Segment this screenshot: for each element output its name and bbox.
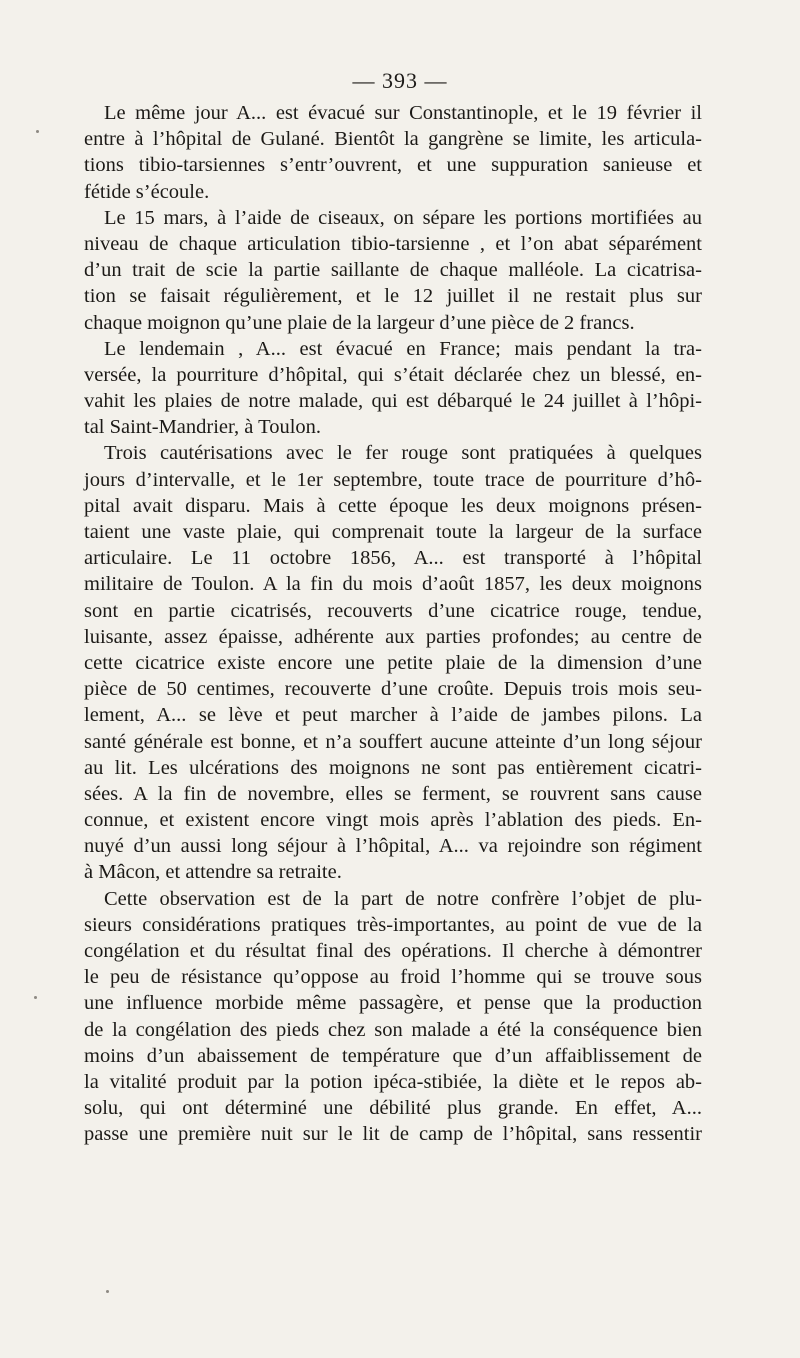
text-line: Cette observation est de la part de notre confrère l’objet de plu- <box>104 887 702 910</box>
paper-speck <box>36 130 39 133</box>
text-line: Le même jour A... est évacué sur Constantinople, et le 19 février il <box>104 102 702 124</box>
text-line: pital avait disparu. Mais à cette époque les deux moignons présen- <box>84 494 702 517</box>
text-line: fétide s’écoule. <box>84 180 210 203</box>
text-line: à Mâcon, et attendre sa retraite. <box>84 861 342 884</box>
text-line: pièce de 50 centimes, recouverte d’une croûte. Depuis trois mois seu- <box>84 678 702 701</box>
text-line: santé générale est bonne, et n’a souffert aucune atteinte d’un long séjour <box>84 730 702 753</box>
text-line: militaire de Toulon. A la fin du mois d’août 1857, les deux moignons <box>84 573 702 596</box>
text-line: Le 15 mars, à l’aide de ciseaux, on sépare les portions mortifiées au <box>104 206 702 229</box>
text-line: chaque moignon qu’une plaie de la largeur d’une pièce de 2 francs. <box>84 311 635 334</box>
text-line: sont en partie cicatrisés, recouverts d’une cicatrice rouge, tendue, <box>84 599 702 622</box>
text-line: passe une première nuit sur le lit de camp de l’hôpital, sans ressentir <box>84 1123 702 1146</box>
paper-speck <box>34 996 37 999</box>
text-line: au lit. Les ulcérations des moignons ne sont pas entièrement cicatri- <box>84 756 702 779</box>
text-line: sées. A la fin de novembre, elles se ferment, se rouvrent sans cause <box>84 782 702 805</box>
text-line: nuyé d’un aussi long séjour à l’hôpital, A... va rejoindre son régiment <box>84 835 702 858</box>
text-line: vahit les plaies de notre malade, qui est débarqué le 24 juillet à l’hôpi- <box>84 390 702 413</box>
body-text <box>84 100 702 1148</box>
text-line: entre à l’hôpital de Gulané. Bientôt la gangrène se limite, les articula- <box>84 128 702 151</box>
text-line: lement, A... se lève et peut marcher à l’aide de jambes pilons. La <box>84 704 702 727</box>
text-line: tal Saint-Mandrier, à Toulon. <box>84 416 322 439</box>
text-line: solu, qui ont déterminé une débilité plus grande. En effet, A... <box>84 1097 702 1120</box>
text-line: tions tibio-tarsiennes s’entr’ouvrent, et une suppuration sanieuse et <box>84 154 702 177</box>
text-line: le peu de résistance qu’oppose au froid l’homme qui se trouve sous <box>84 966 702 989</box>
page-number: — 393 — <box>352 68 448 93</box>
text-line: connue, et existent encore vingt mois après l’ablation des pieds. En- <box>84 809 702 832</box>
text-line: cette cicatrice existe encore une petite plaie de la dimension d’une <box>84 651 702 674</box>
text-line: versée, la pourriture d’hôpital, qui s’était déclarée chez un blessé, en- <box>84 363 702 386</box>
text-line: tion se faisait régulièrement, et le 12 juillet il ne restait plus sur <box>84 285 702 308</box>
text-line: articulaire. Le 11 octobre 1856, A... est transporté à l’hôpital <box>84 547 702 570</box>
text-line: de la congélation des pieds chez son malade a été la conséquence bien <box>84 1018 702 1041</box>
text-line: Trois cautérisations avec le fer rouge sont pratiquées à quelques <box>104 442 702 465</box>
text-line: d’un trait de scie la partie saillante de chaque malléole. La cicatrisa- <box>84 259 702 282</box>
text-line: la vitalité produit par la potion ipéca-stibiée, la diète et le repos ab- <box>84 1070 702 1093</box>
text-line: congélation et du résultat final des opérations. Il cherche à démontrer <box>84 940 702 962</box>
text-line: une influence morbide même passagère, et pense que la production <box>84 992 702 1015</box>
text-line: moins d’un abaissement de température que d’un affaiblissement de <box>84 1044 702 1067</box>
text-line: luisante, assez épaisse, adhérente aux parties profondes; au centre de <box>84 625 702 648</box>
paper-speck <box>106 1290 109 1293</box>
text-line: jours d’intervalle, et le 1er septembre, toute trace de pourriture d’hô- <box>84 468 702 491</box>
text-line: Le lendemain , A... est évacué en France; mais pendant la tra- <box>104 337 702 360</box>
text-line: taient une vaste plaie, qui comprenait toute la largeur de la surface <box>84 521 702 543</box>
text-line: sieurs considérations pratiques très-importantes, au point de vue de la <box>84 913 702 936</box>
text-line: niveau de chaque articulation tibio-tarsienne , et l’on abat séparément <box>84 232 702 255</box>
